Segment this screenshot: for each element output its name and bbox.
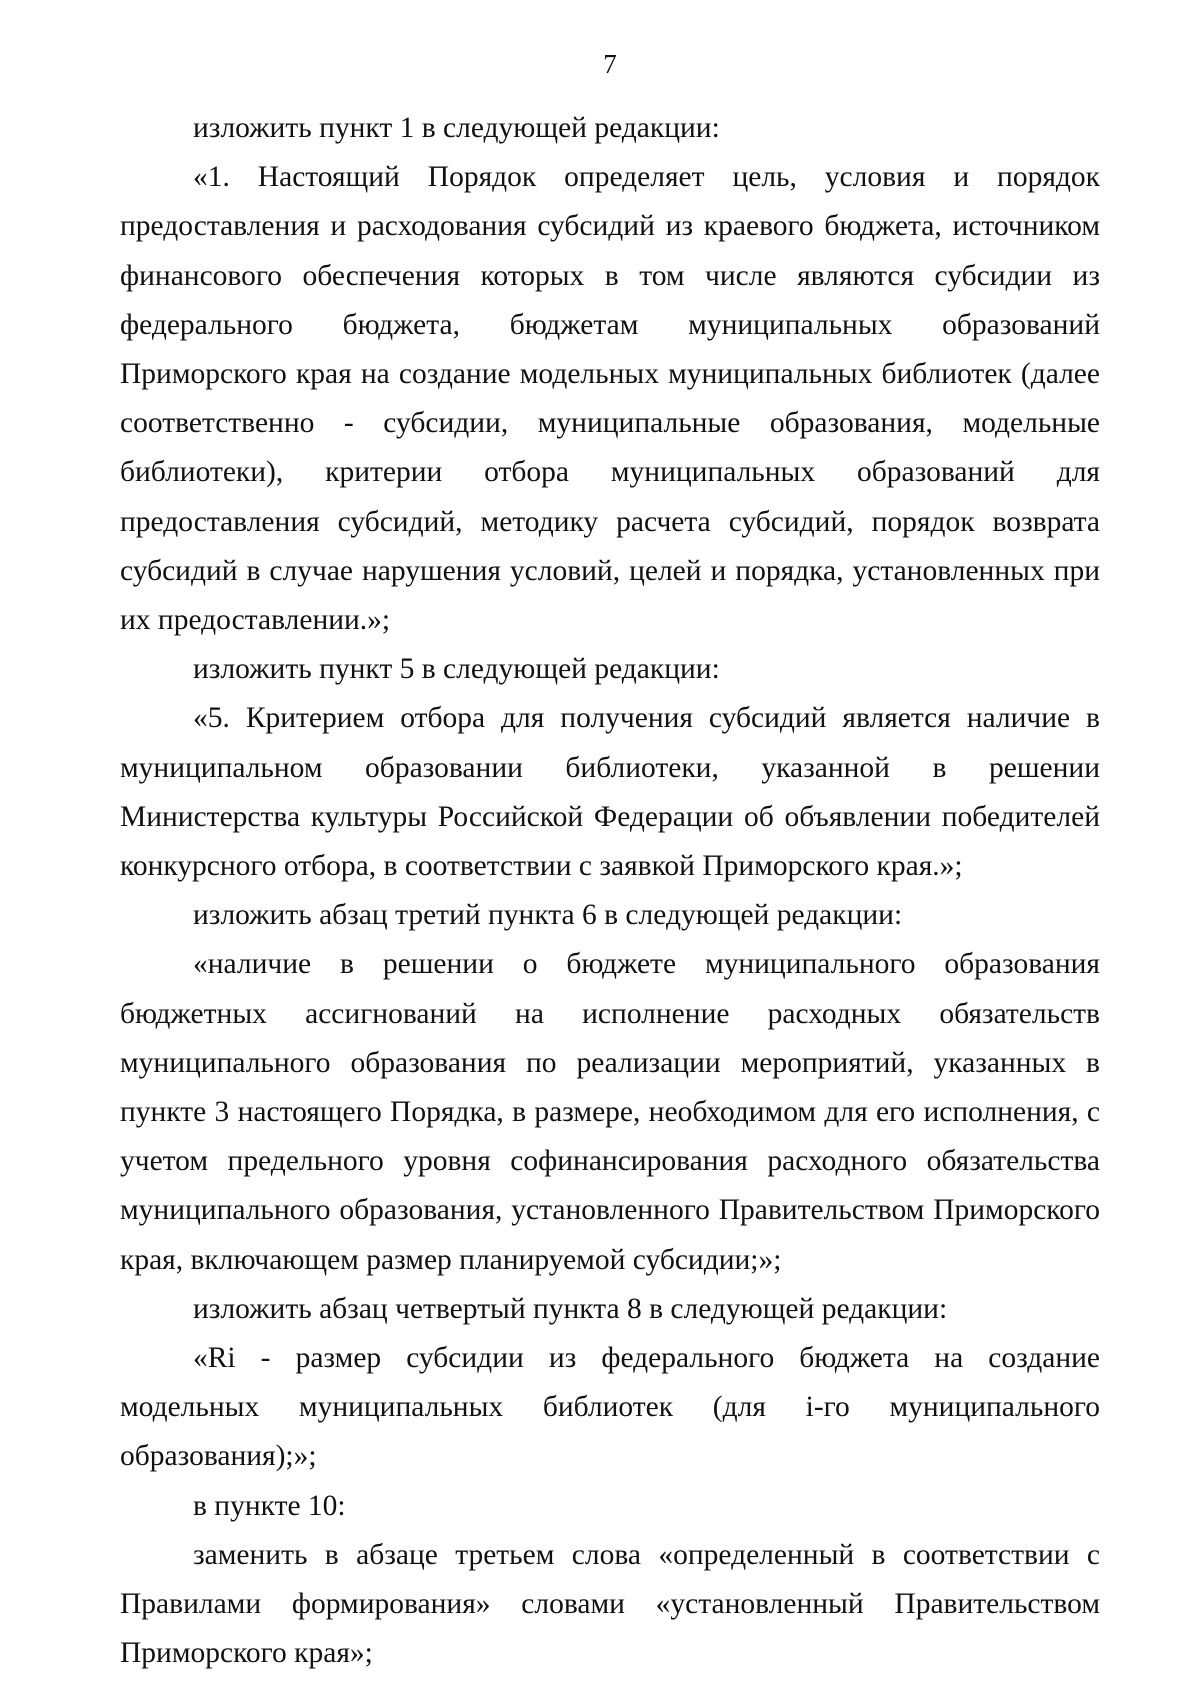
paragraph-amend-item-6: изложить абзац третий пункта 6 в следующей редакции:: [193, 899, 903, 932]
paragraph-item-8-text: «Ri - размер субсидии из федерального бюджета на создание модельных муниципальных библиотек (для i-го муниципального образования);»;: [120, 1342, 1100, 1473]
paragraph-item-6-text: «наличие в решении о бюджете муниципального образования бюджетных ассигнований на исполнение расходных обязательств муниципального образования по реализации мероприятий, указанных в пункте 3 настоящего Порядка, в размере, необходимом для его исполнения, с учетом предельного уровня софинансирования расходного обязательства муниципального образования, установленного Правительством Приморского края, включающем размер планируемой субсидии;»;: [120, 948, 1100, 1276]
paragraph-item-10-heading: в пункте 10:: [193, 1489, 346, 1522]
paragraph-item-1-text: «1. Настоящий Порядок определяет цель, условия и порядок предоставления и расходования субсидий из краевого бюджета, источником финансового обеспечения которых в том числе являются субсидии из федерального бюджета, бюджетам муниципальных образований Приморского края на создание модельных муниципальных библиотек (далее соответственно - субсидии, муниципальные образования, модельные библиотеки), критерии отбора муниципальных образований для предоставления субсидий, методику расчета субсидий, порядок возврата субсидий в случае нарушения условий, целей и порядка, установленных при их предоставлении.»;: [120, 161, 1100, 637]
paragraph-amend-item-1: изложить пункт 1 в следующей редакции:: [193, 112, 720, 144]
paragraph-item-10-replacement: заменить в абзаце третьем слова «определенный в соответствии с Правилами формирования» словами «установленный Правительством Приморского края»;: [120, 1538, 1100, 1670]
paragraph-amend-item-8: изложить абзац четвертый пункта 8 в следующей редакции:: [193, 1292, 948, 1325]
page-number: 7: [603, 49, 617, 79]
document-body: [120, 104, 1100, 1679]
paragraph-amend-item-5: изложить пункт 5 в следующей редакции:: [193, 653, 720, 686]
paragraph-item-5-text: «5. Критерием отбора для получения субсидий является наличие в муниципальном образовании библиотеки, указанной в решении Министерства культуры Российской Федерации об объявлении победителей конкурсного отбора, в соответствии с заявкой Приморского края.»;: [120, 702, 1100, 883]
